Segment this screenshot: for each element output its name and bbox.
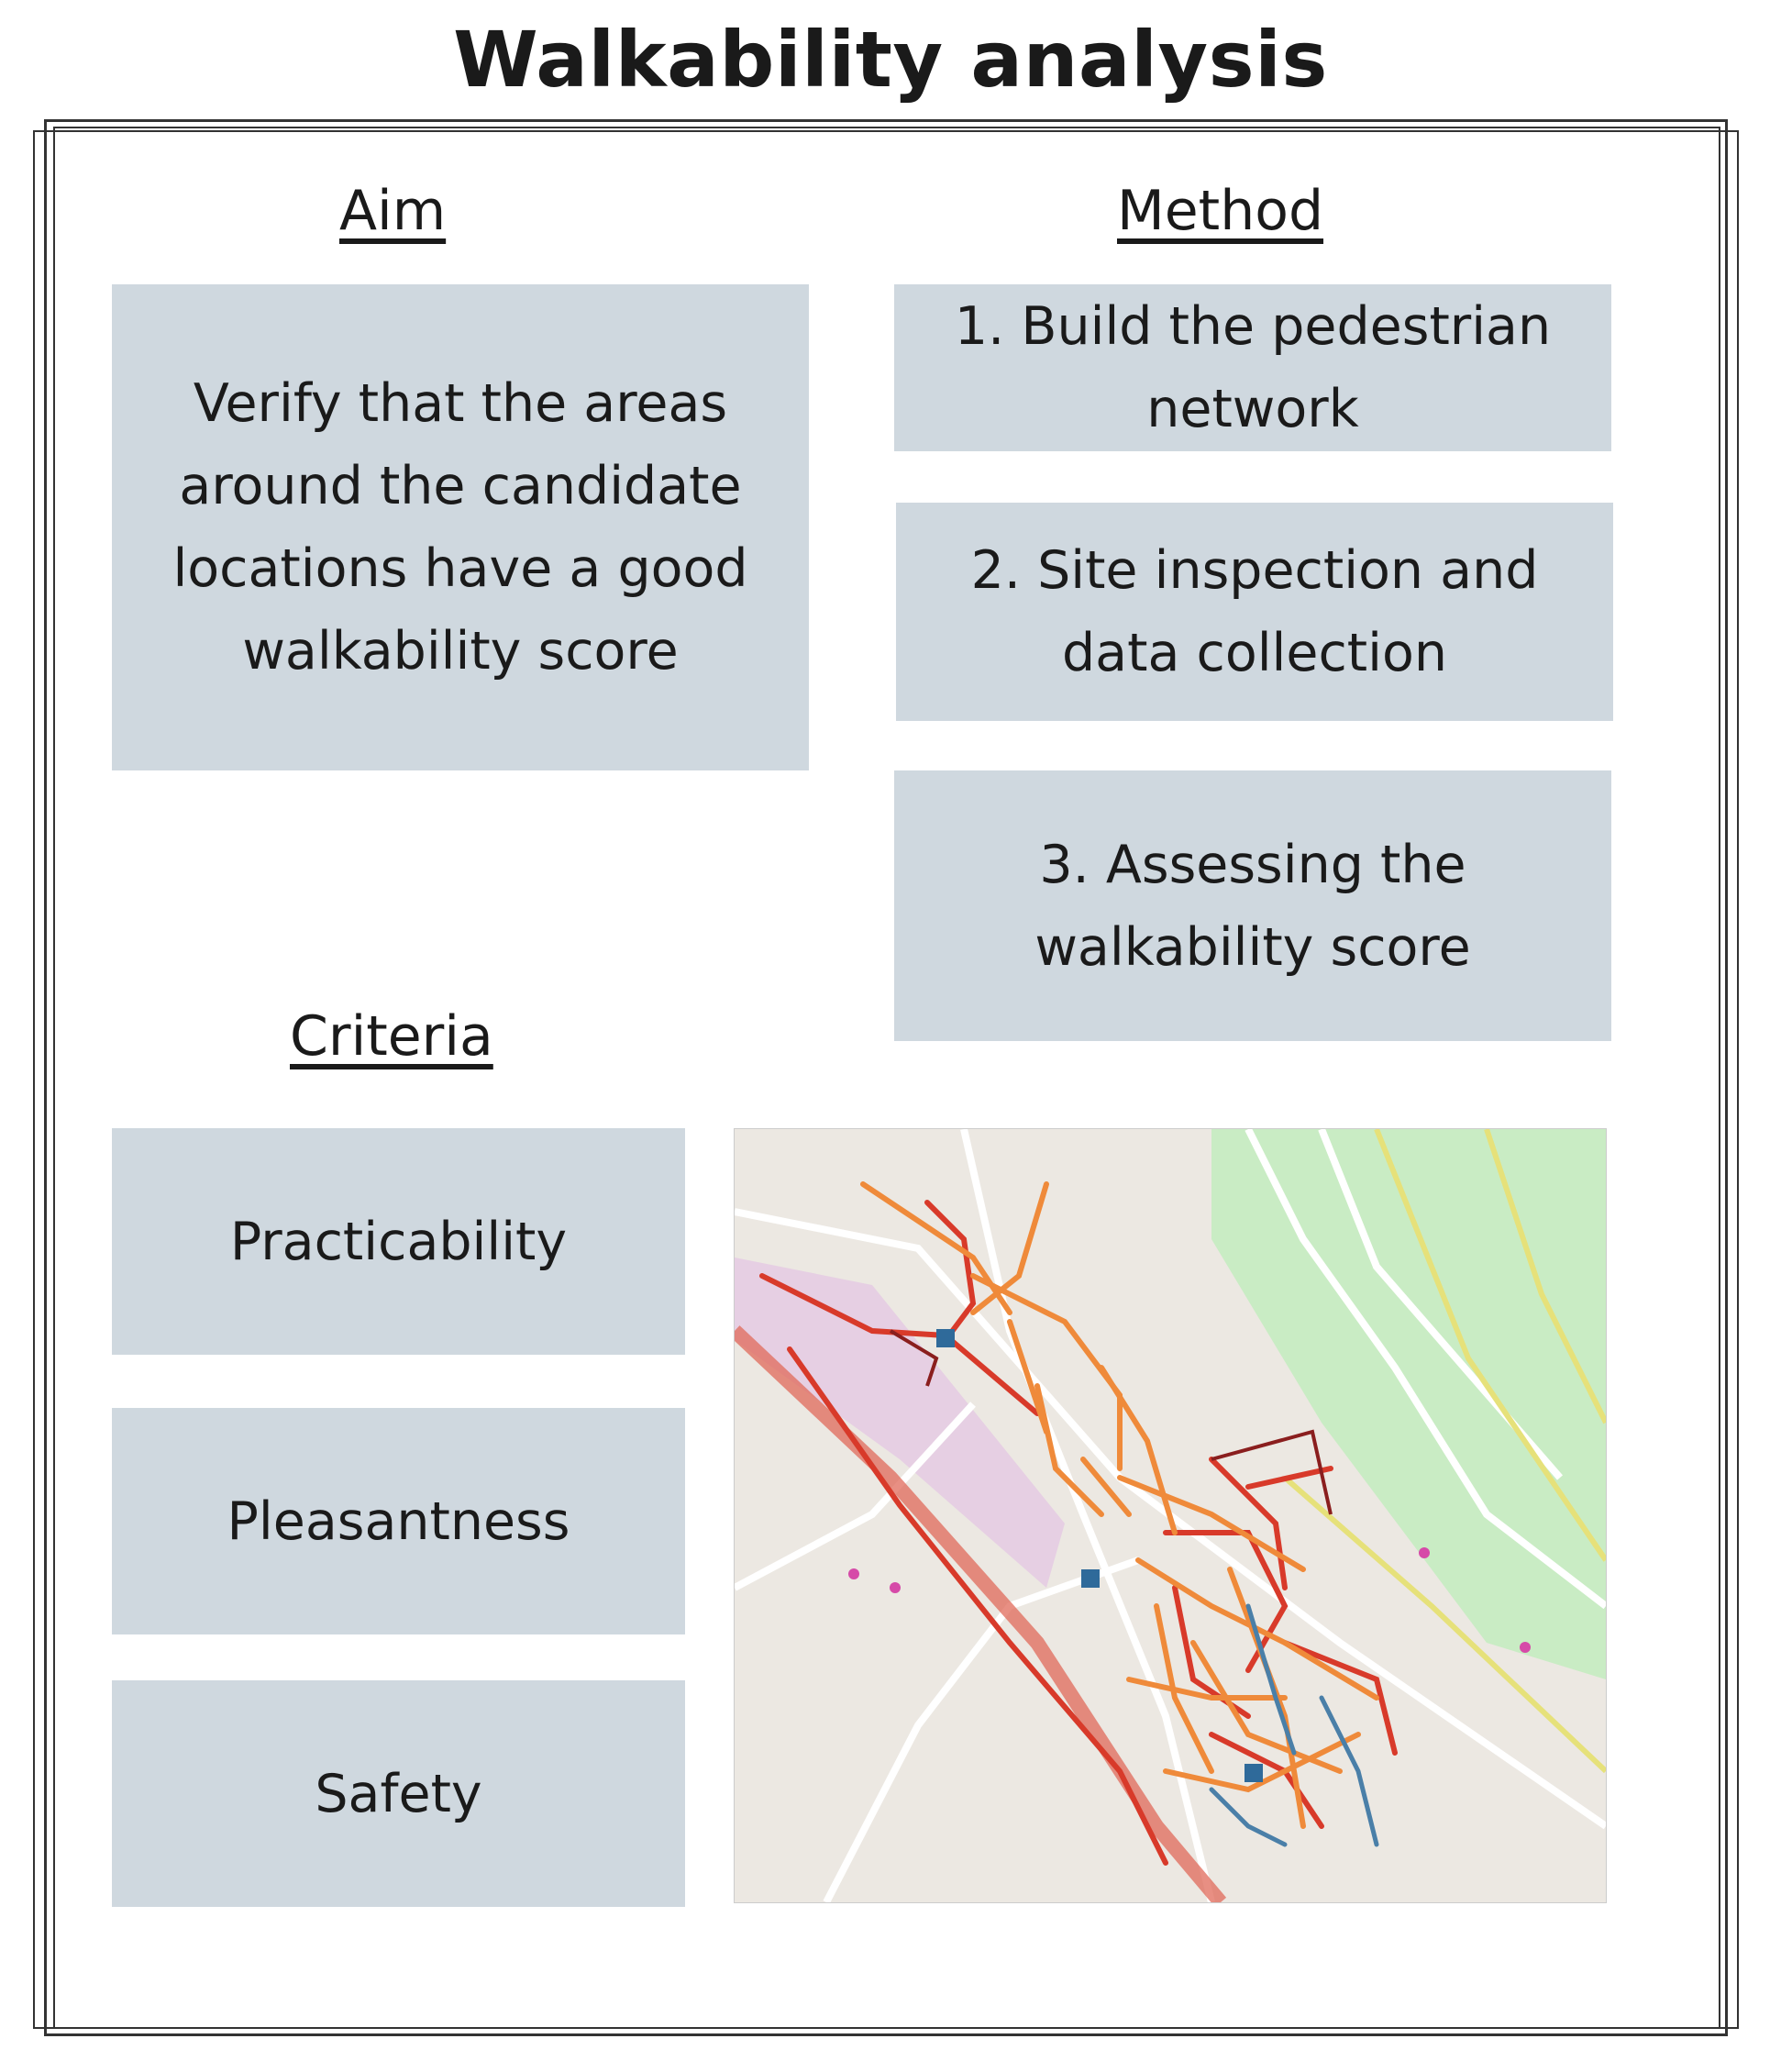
- poi-dot: [890, 1582, 901, 1593]
- network-blue: [1211, 1606, 1377, 1845]
- candidate-marker: [936, 1329, 955, 1347]
- method-step-1: [894, 284, 1611, 451]
- aim-heading: Aim: [339, 179, 447, 243]
- criteria-heading: Criteria: [290, 1004, 493, 1069]
- walkability-map: [734, 1128, 1607, 1903]
- rail-zone: [735, 1258, 1065, 1588]
- method-step-3-text: 3. Assessing the walkability score: [1034, 834, 1471, 978]
- criteria-item-label: Practicability: [229, 1211, 568, 1272]
- poi-dot: [1419, 1547, 1430, 1558]
- method-step-3: [894, 770, 1611, 1041]
- criteria-item: [112, 1408, 685, 1634]
- criteria-item-label: Safety: [315, 1763, 482, 1824]
- map-graphic: [735, 1129, 1606, 1902]
- criteria-item: [112, 1680, 685, 1907]
- diagram-title: Walkability analysis: [453, 15, 1328, 105]
- method-step-2-text: 2. Site inspection and data collection: [970, 540, 1539, 683]
- method-step-2: [896, 503, 1613, 721]
- aim-box: [112, 284, 809, 770]
- aim-text: Verify that the areas around the candidate locations have a good walkability score: [172, 373, 748, 681]
- criteria-item: [112, 1128, 685, 1355]
- method-step-1-text: 1. Build the pedestrian network: [954, 296, 1552, 439]
- poi-dot: [848, 1568, 859, 1579]
- candidate-marker: [1244, 1764, 1263, 1782]
- poi-dot: [1520, 1642, 1531, 1653]
- method-heading: Method: [1117, 179, 1324, 243]
- criteria-item-label: Pleasantness: [227, 1490, 570, 1552]
- candidate-marker: [1081, 1569, 1100, 1588]
